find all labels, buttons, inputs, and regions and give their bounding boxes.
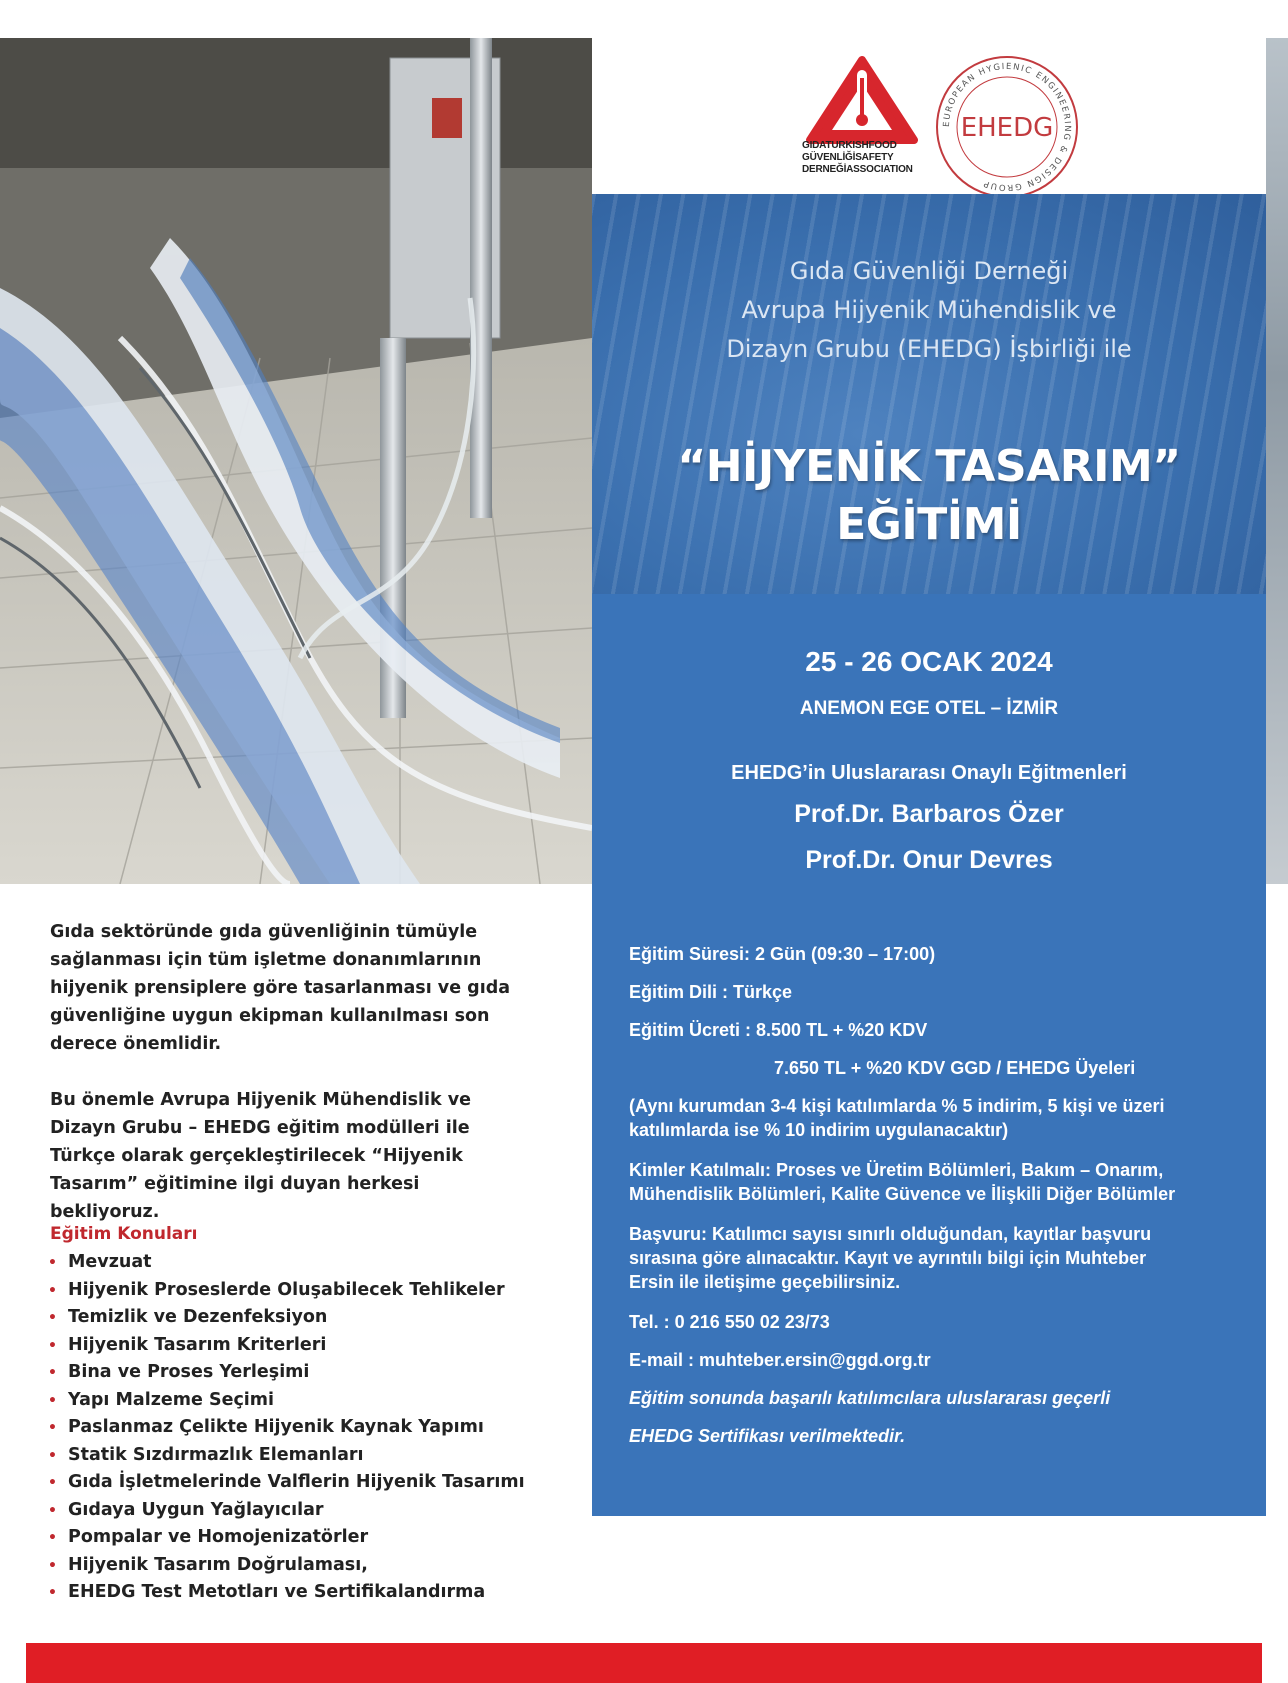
detail-email-link[interactable]: E-mail : muhteber.ersin@ggd.org.tr — [629, 1350, 931, 1370]
certificate-line-1: Eğitim sonunda başarılı katılımcılara uluslararası geçerli — [629, 1388, 1111, 1408]
list-item — [48, 1304, 525, 1332]
topics-list — [48, 1249, 525, 1607]
topic-label: Gıda İşletmelerinde Valflerin Hijyenik Tasarımı — [68, 1472, 525, 1492]
topic-label: EHEDG Test Metotları ve Sertifikalandırma — [68, 1582, 486, 1602]
list-item — [48, 1249, 525, 1277]
description-paragraph-1: Gıda sektöründe gıda güvenliğinin tümüyle sağlanması için tüm işletme donanımlarının hijyenik prensiplere göre tasarlanması ve gıda güvenliğine uygun ekipman kullanılması son derece önemlidir. — [50, 922, 511, 1054]
ehedg-ring-text: EUROPEAN HYGIENIC ENGINEERING & DESIGN GROUP — [941, 61, 1073, 193]
topic-label: Paslanmaz Çelikte Hijyenik Kaynak Yapımı — [68, 1417, 484, 1437]
bullet-icon: • — [48, 1310, 57, 1326]
detail-fee-members: 7.650 TL + %20 KDV GGD / EHEDG Üyeleri — [774, 1058, 1136, 1078]
intro-text — [592, 252, 1266, 369]
gida-logo-line-2: GÜVENLİĞİSAFETY — [802, 152, 894, 163]
factory-photo — [0, 38, 592, 884]
list-item — [48, 1332, 525, 1360]
gida-guvenligi-logo-icon — [802, 52, 922, 212]
bullet-icon: • — [48, 1447, 57, 1464]
list-item — [48, 1497, 525, 1525]
list-item — [48, 1579, 525, 1607]
bottom-red-bar — [26, 1643, 1262, 1683]
main-title — [592, 438, 1266, 554]
bullet-icon: • — [48, 1557, 57, 1574]
intro-line-3: Dizayn Grubu (EHEDG) İşbirliği ile — [726, 335, 1132, 363]
topic-label: Bina ve Proses Yerleşimi — [68, 1362, 310, 1382]
logo-header — [592, 22, 1266, 194]
bullet-icon: • — [48, 1392, 57, 1409]
description-text — [50, 918, 530, 1254]
trainer-1: Prof.Dr. Barbaros Özer — [794, 800, 1064, 828]
list-item — [48, 1442, 525, 1470]
list-item — [48, 1387, 525, 1415]
detail-apply-line-3: Ersin ile iletişime geçebilirsiniz. — [629, 1272, 901, 1292]
certificate-line-2: EHEDG Sertifikası verilmektedir. — [629, 1426, 906, 1446]
detail-discount-line-2: katılımlarda ise % 10 indirim uygulanacaktır) — [629, 1120, 1009, 1140]
main-title-line-1: “HİJYENİK TASARIM” — [677, 441, 1181, 492]
list-item — [48, 1359, 525, 1387]
topics-title: Eğitim Konuları — [50, 1224, 198, 1244]
detail-duration: Eğitim Süresi: 2 Gün (09:30 – 17:00) — [629, 944, 936, 964]
topic-label: Mevzuat — [68, 1252, 152, 1272]
detail-language: Eğitim Dili : Türkçe — [629, 982, 793, 1002]
trainer-2: Prof.Dr. Onur Devres — [805, 846, 1053, 874]
event-date: 25 - 26 OCAK 2024 — [805, 646, 1053, 677]
gida-logo-line-3: DERNEĞİASSOCIATION — [802, 164, 913, 175]
bullet-icon: • — [48, 1255, 57, 1271]
topic-label: Hijyenik Tasarım Kriterleri — [68, 1334, 327, 1355]
topic-label: Gıdaya Uygun Yağlayıcılar — [68, 1499, 324, 1520]
list-item — [48, 1524, 525, 1552]
topic-label: Hijyenik Tasarım Doğrulaması, — [68, 1554, 368, 1575]
topic-label: Hijyenik Proseslerde Oluşabilecek Tehlikeler — [68, 1279, 505, 1300]
bullet-icon: • — [48, 1585, 57, 1601]
topic-label: Statik Sızdırmazlık Elemanları — [68, 1444, 364, 1465]
list-item — [48, 1414, 525, 1442]
intro-line-2: Avrupa Hijyenik Mühendislik ve — [741, 296, 1117, 324]
bullet-icon: • — [48, 1502, 57, 1519]
ehedg-logo-icon — [932, 52, 1082, 202]
detail-apply-line-2: sırasına göre alınacaktır. Kayıt ve ayrıntılı bilgi için Muhteber — [629, 1248, 1147, 1268]
topic-label: Temizlik ve Dezenfeksiyon — [68, 1307, 328, 1327]
main-title-line-2: EĞİTİMİ — [836, 499, 1022, 550]
topic-label: Yapı Malzeme Seçimi — [68, 1389, 275, 1410]
gida-logo-line-1: GIDATURKISHFOOD — [802, 140, 897, 151]
list-item — [48, 1552, 525, 1580]
trainers-label: EHEDG’in Uluslararası Onaylı Eğitmenleri — [731, 762, 1127, 784]
bullet-icon: • — [48, 1337, 57, 1354]
gida-logo-text — [802, 140, 913, 176]
bullet-icon: • — [48, 1420, 57, 1436]
bullet-icon: • — [48, 1365, 57, 1381]
list-item — [48, 1277, 525, 1305]
detail-fee: Eğitim Ücreti : 8.500 TL + %20 KDV — [629, 1020, 928, 1040]
event-venue: ANEMON EGE OTEL – İZMİR — [799, 698, 1059, 719]
detail-discount-line-1: (Aynı kurumdan 3-4 kişi katılımlarda % 5 indirim, 5 kişi ve üzeri — [629, 1096, 1165, 1116]
description-paragraph-2: Bu önemle Avrupa Hijyenik Mühendislik ve Dizayn Grubu – EHEDG eğitim modülleri ile Türkçe olarak gerçekleştirilecek “Hijyenik Tasarım” eğitimine ilgi duyan herkesi bekliyoruz. — [50, 1090, 471, 1222]
detail-audience-line-1: Kimler Katılmalı: Proses ve Üretim Bölümleri, Bakım – Onarım, — [629, 1160, 1164, 1180]
bullet-icon: • — [48, 1475, 57, 1491]
ehedg-logo-text: EHEDG — [960, 113, 1054, 143]
info-panel — [592, 594, 1266, 1516]
intro-line-1: Gıda Güvenliği Derneği — [789, 257, 1069, 285]
bullet-icon: • — [48, 1530, 57, 1546]
conveyor-line-illustration — [0, 38, 592, 884]
title-panel — [592, 194, 1266, 594]
detail-audience-line-2: Mühendislik Bölümleri, Kalite Güvence ve İlişkili Diğer Bölümler — [629, 1184, 1176, 1204]
detail-phone[interactable]: Tel. : 0 216 550 02 23/73 — [629, 1312, 830, 1332]
list-item — [48, 1469, 525, 1497]
topic-label: Pompalar ve Homojenizatörler — [68, 1527, 369, 1547]
bullet-icon: • — [48, 1282, 57, 1299]
detail-apply-line-1: Başvuru: Katılımcı sayısı sınırlı olduğundan, kayıtlar başvuru — [629, 1224, 1152, 1244]
